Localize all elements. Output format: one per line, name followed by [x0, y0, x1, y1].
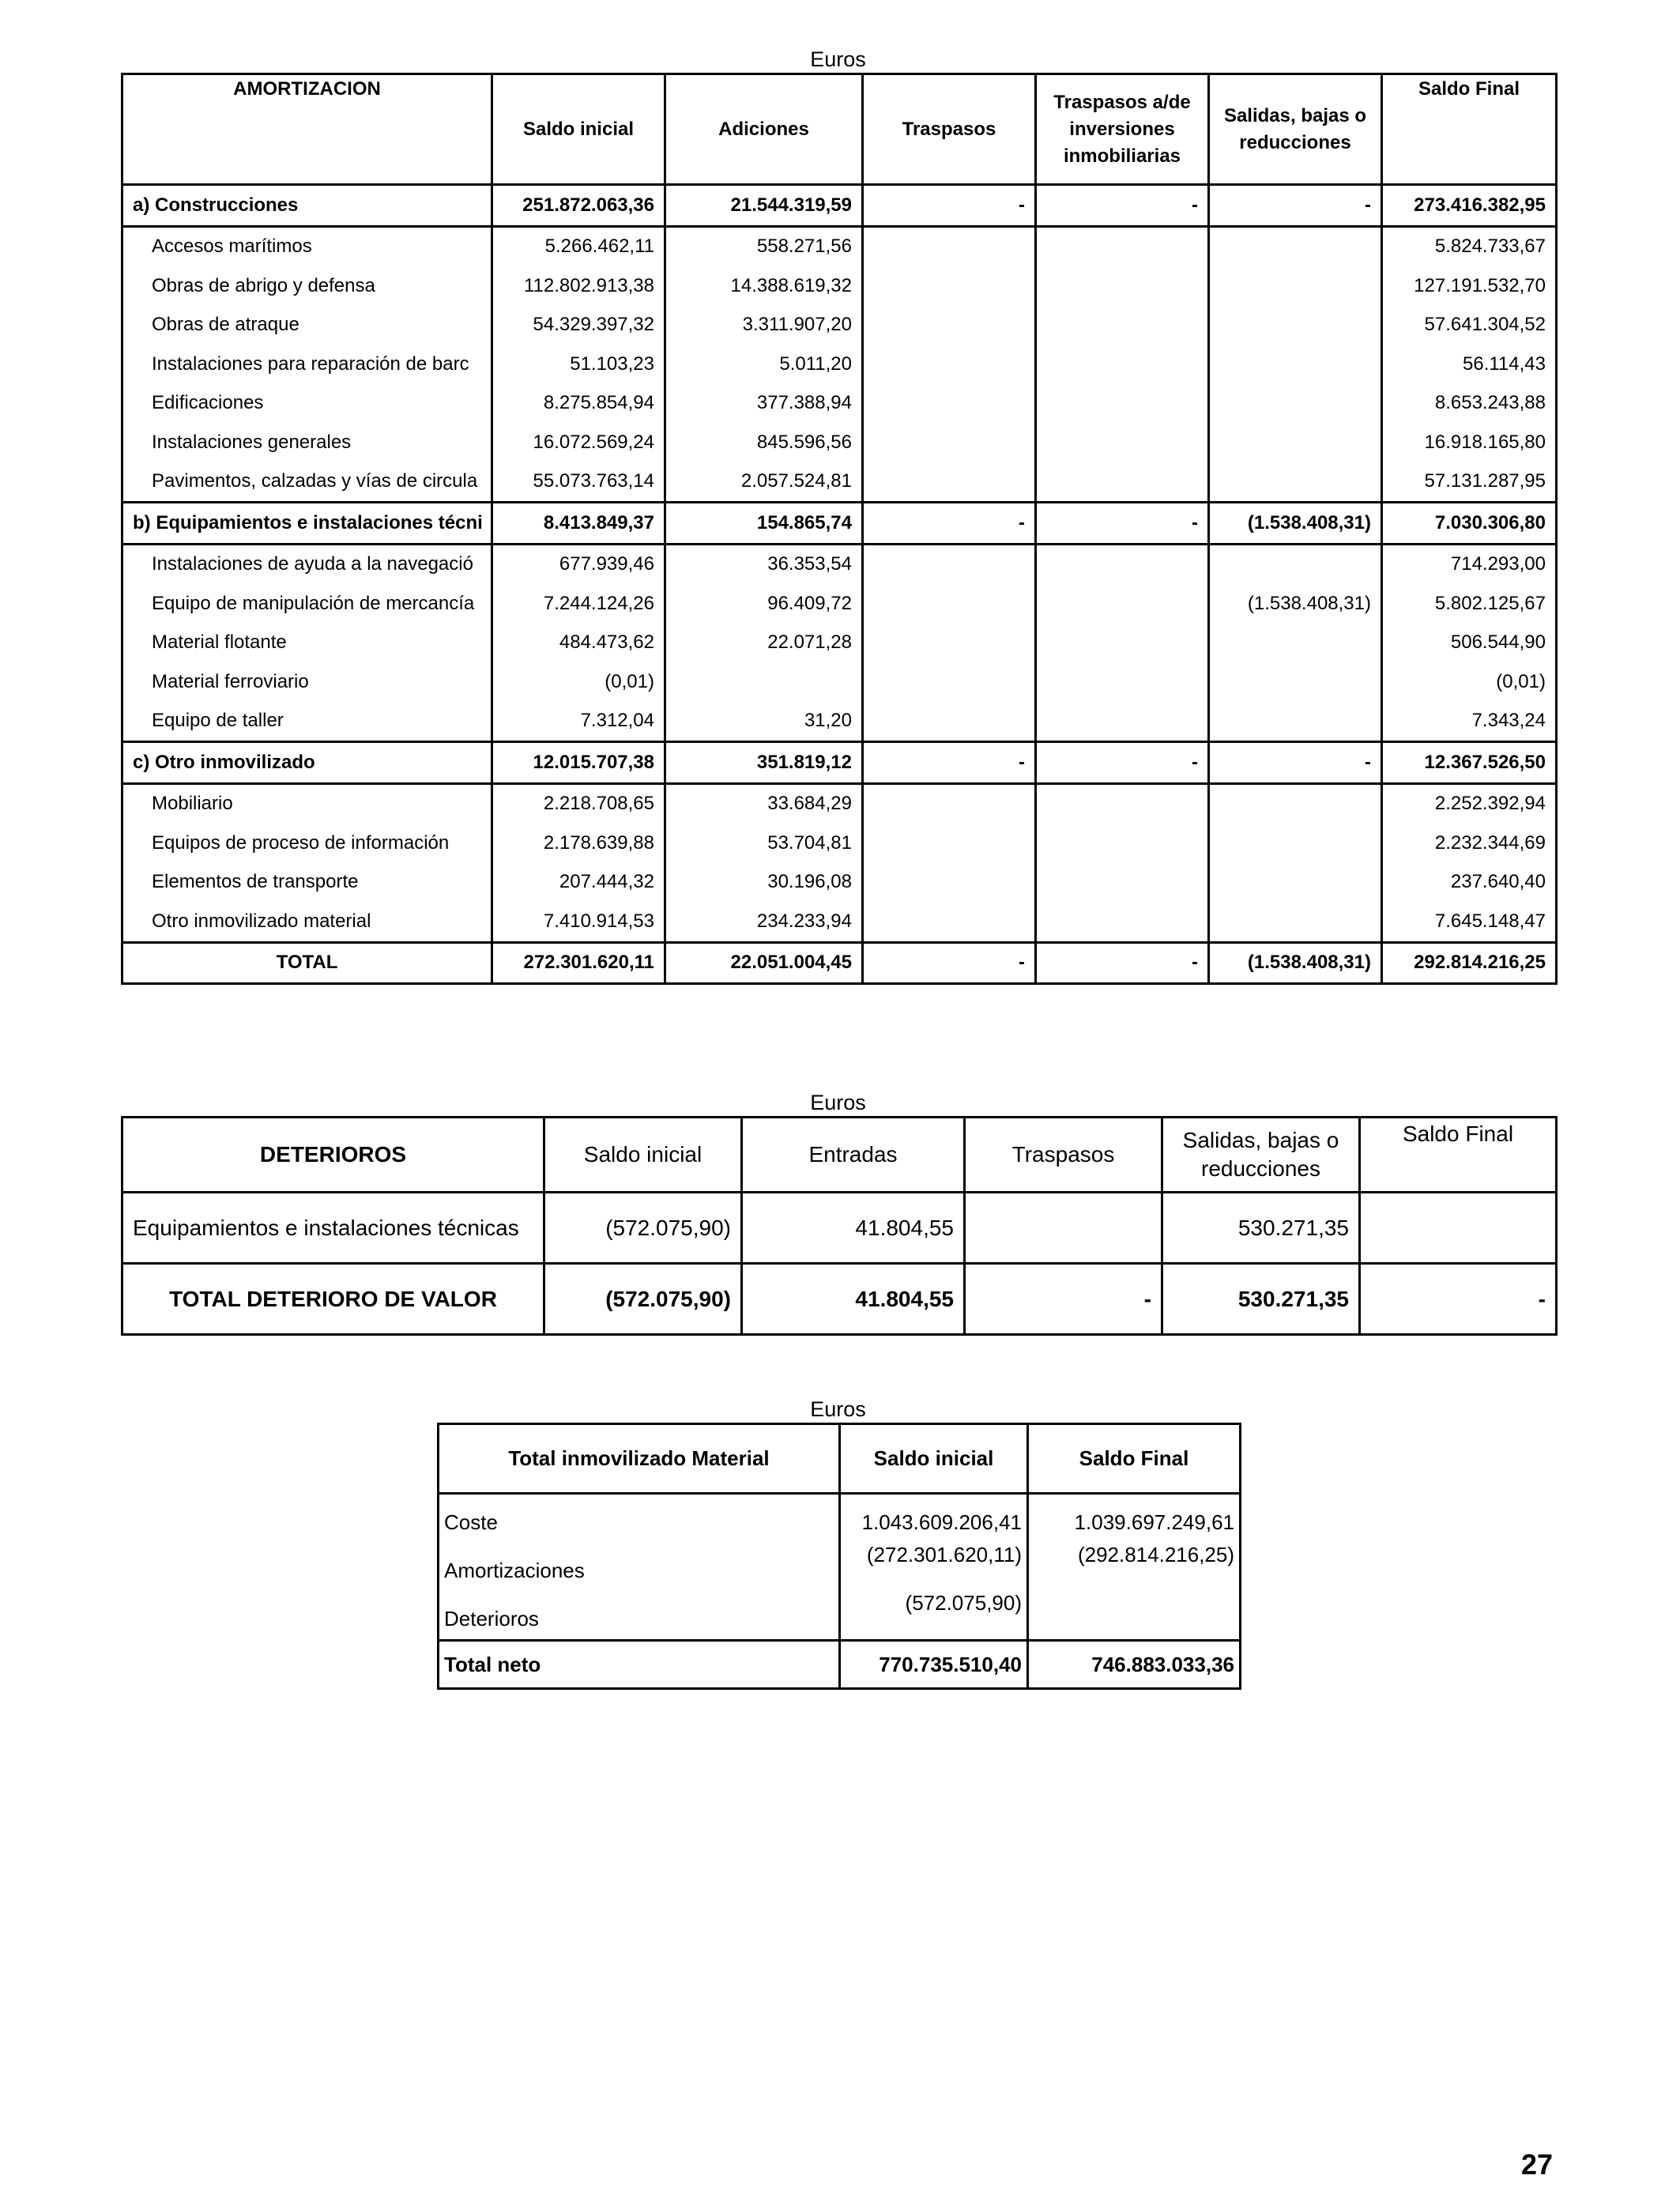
saldo-inicial-cell: 2.178.639,88	[492, 824, 665, 863]
row-label: TOTAL DETERIORO DE VALOR	[122, 1264, 544, 1335]
saldo-inicial-cell: 484.473,62	[492, 624, 665, 663]
entradas-cell: 41.804,55	[742, 1264, 965, 1335]
saldo-inicial-cell: 7.410.914,53	[492, 902, 665, 942]
adiciones-cell: 154.865,74	[665, 503, 863, 545]
row-label: Obras de abrigo y defensa	[122, 266, 492, 306]
traspasos-inversiones-cell	[1036, 584, 1209, 624]
traspasos-inversiones-cell	[1036, 783, 1209, 824]
traspasos-cell: -	[965, 1264, 1162, 1335]
group-row	[122, 185, 1557, 227]
row-label: Mobiliario	[122, 783, 492, 824]
traspasos-cell	[863, 902, 1036, 942]
saldo-inicial-cell: (572.075,90)	[544, 1193, 742, 1264]
saldo-inicial-cell: 7.312,04	[492, 702, 665, 742]
header-saldo-inicial: Saldo inicial	[840, 1424, 1028, 1494]
traspasos-cell: -	[863, 185, 1036, 227]
traspasos-cell	[863, 423, 1036, 462]
header-saldo-final: Saldo Final	[1360, 1118, 1557, 1193]
traspasos-cell	[863, 345, 1036, 384]
adiciones-cell: 2.057.524,81	[665, 462, 863, 503]
adiciones-cell: 558.271,56	[665, 226, 863, 266]
row-label: Edificaciones	[122, 384, 492, 424]
adiciones-cell: 53.704,81	[665, 824, 863, 863]
header-salidas: Salidas, bajas o reducciones	[1209, 74, 1382, 185]
salidas-cell: -	[1209, 742, 1382, 784]
traspasos-cell	[863, 226, 1036, 266]
header-saldo-final: Saldo Final	[1028, 1424, 1241, 1494]
row-label: Accesos marítimos	[122, 226, 492, 266]
row-label-coste: Coste	[444, 1510, 498, 1534]
salidas-cell: 530.271,35	[1162, 1264, 1360, 1335]
traspasos-cell	[863, 624, 1036, 663]
salidas-cell	[1209, 902, 1382, 942]
header-saldo-inicial: Saldo inicial	[544, 1118, 742, 1193]
saldo-final-cell: 714.293,00	[1382, 544, 1557, 584]
row-label: Equipo de manipulación de mercancía	[122, 584, 492, 624]
traspasos-cell	[863, 863, 1036, 903]
saldo-final-cell: -	[1360, 1264, 1557, 1335]
table-row	[122, 1193, 1557, 1264]
table-row	[122, 863, 1557, 903]
saldo-final-cell: 5.802.125,67	[1382, 584, 1557, 624]
row-label: Instalaciones de ayuda a la navegació	[122, 544, 492, 584]
traspasos-cell	[863, 824, 1036, 863]
header-adiciones: Adiciones	[665, 74, 863, 185]
table-row	[122, 345, 1557, 384]
adiciones-cell: 14.388.619,32	[665, 266, 863, 306]
traspasos-cell	[965, 1193, 1162, 1264]
adiciones-cell: 5.011,20	[665, 345, 863, 384]
adiciones-cell: 845.596,56	[665, 423, 863, 462]
amortizaciones-saldo-inicial: (272.301.620,11)	[866, 1543, 1022, 1566]
traspasos-inversiones-cell	[1036, 824, 1209, 863]
row-label: Pavimentos, calzadas y vías de circula	[122, 462, 492, 503]
header-traspasos-inversiones: Traspasos a/de inversiones inmobiliarias	[1036, 74, 1209, 185]
row-label: Otro inmovilizado material	[122, 902, 492, 942]
saldo-inicial-cell: 2.218.708,65	[492, 783, 665, 824]
total-saldo-final: 746.883.033,36	[1028, 1641, 1241, 1689]
amortizacion-header-row	[122, 74, 1557, 185]
row-label: a) Construcciones	[122, 185, 492, 227]
salidas-cell	[1209, 423, 1382, 462]
table-row	[122, 584, 1557, 624]
saldo-final-cell: 2.232.344,69	[1382, 824, 1557, 863]
saldo-inicial-cell: 5.266.462,11	[492, 226, 665, 266]
total-saldo-inicial: 770.735.510,40	[840, 1641, 1028, 1689]
saldo-inicial-cell: 7.244.124,26	[492, 584, 665, 624]
saldo-final-cell: 12.367.526,50	[1382, 742, 1557, 784]
header-amortizacion: AMORTIZACION	[122, 74, 492, 185]
total-label: Total neto	[439, 1641, 840, 1689]
salidas-cell	[1209, 384, 1382, 424]
salidas-cell	[1209, 544, 1382, 584]
salidas-cell	[1209, 662, 1382, 702]
group-row	[122, 742, 1557, 784]
adiciones-cell: 351.819,12	[665, 742, 863, 784]
salidas-cell: (1.538.408,31)	[1209, 584, 1382, 624]
row-label: Equipos de proceso de información	[122, 824, 492, 863]
amortizaciones-saldo-final: (292.814.216,25)	[1077, 1543, 1234, 1566]
table-row	[122, 783, 1557, 824]
traspasos-inversiones-cell: -	[1036, 503, 1209, 545]
traspasos-cell: -	[863, 503, 1036, 545]
traspasos-cell	[863, 783, 1036, 824]
header-saldo-inicial: Saldo inicial	[492, 74, 665, 185]
salidas-cell: (1.538.408,31)	[1209, 503, 1382, 545]
header-entradas: Entradas	[742, 1118, 965, 1193]
saldo-inicial-cell: 207.444,32	[492, 863, 665, 903]
table-row	[122, 624, 1557, 663]
table-row	[122, 662, 1557, 702]
adiciones-cell: 22.071,28	[665, 624, 863, 663]
traspasos-inversiones-cell	[1036, 863, 1209, 903]
saldo-inicial-cell: 677.939,46	[492, 544, 665, 584]
header-deterioros: DETERIOROS	[122, 1118, 544, 1193]
traspasos-inversiones-cell	[1036, 702, 1209, 742]
table-row	[122, 384, 1557, 424]
saldo-final-cell: 8.653.243,88	[1382, 384, 1557, 424]
row-label: Material ferroviario	[122, 662, 492, 702]
coste-saldo-inicial: 1.043.609.206,41	[861, 1510, 1022, 1534]
table-row	[122, 824, 1557, 863]
saldo-final-cell: 273.416.382,95	[1382, 185, 1557, 227]
deterioros-table	[121, 1116, 1558, 1336]
total-inmovilizado-caption: Euros	[810, 1397, 866, 1421]
total-inmovilizado-header-row	[439, 1424, 1241, 1494]
entradas-cell: 41.804,55	[742, 1193, 965, 1264]
row-label-amortizaciones: Amortizaciones	[444, 1559, 585, 1582]
row-label: Equipo de taller	[122, 702, 492, 742]
header-saldo-final: Saldo Final	[1382, 74, 1557, 185]
salidas-cell: (1.538.408,31)	[1209, 942, 1382, 984]
row-label: Obras de atraque	[122, 306, 492, 345]
traspasos-inversiones-cell	[1036, 226, 1209, 266]
row-label: Material flotante	[122, 624, 492, 663]
concept-column	[439, 1494, 840, 1641]
traspasos-cell	[863, 384, 1036, 424]
salidas-cell	[1209, 266, 1382, 306]
adiciones-cell: 377.388,94	[665, 384, 863, 424]
traspasos-inversiones-cell	[1036, 544, 1209, 584]
table-row	[122, 702, 1557, 742]
amortizacion-body	[122, 185, 1557, 984]
traspasos-cell: -	[863, 942, 1036, 984]
row-label: Elementos de transporte	[122, 863, 492, 903]
saldo-final-cell: 506.544,90	[1382, 624, 1557, 663]
traspasos-inversiones-cell	[1036, 266, 1209, 306]
row-label-deterioros: Deterioros	[444, 1607, 539, 1630]
adiciones-cell: 31,20	[665, 702, 863, 742]
salidas-cell	[1209, 783, 1382, 824]
salidas-cell	[1209, 863, 1382, 903]
total-row	[439, 1641, 1241, 1689]
salidas-cell	[1209, 345, 1382, 384]
saldo-inicial-cell: 8.413.849,37	[492, 503, 665, 545]
salidas-cell	[1209, 702, 1382, 742]
adiciones-cell: 33.684,29	[665, 783, 863, 824]
total-inmovilizado-table	[437, 1423, 1241, 1690]
traspasos-inversiones-cell: -	[1036, 185, 1209, 227]
salidas-cell	[1209, 624, 1382, 663]
traspasos-cell: -	[863, 742, 1036, 784]
saldo-final-cell: 237.640,40	[1382, 863, 1557, 903]
traspasos-inversiones-cell	[1036, 345, 1209, 384]
table-row	[122, 462, 1557, 503]
saldo-inicial-cell: 8.275.854,94	[492, 384, 665, 424]
row-label: Instalaciones para reparación de barc	[122, 345, 492, 384]
table-row	[122, 226, 1557, 266]
traspasos-cell	[863, 544, 1036, 584]
deterioros-caption: Euros	[810, 1091, 866, 1114]
group-row	[122, 503, 1557, 545]
saldo-inicial-cell: 272.301.620,11	[492, 942, 665, 984]
saldo-inicial-cell: 55.073.763,14	[492, 462, 665, 503]
table-row	[122, 266, 1557, 306]
saldo-final-cell: 7.645.148,47	[1382, 902, 1557, 942]
table-row	[439, 1494, 1241, 1641]
table-row	[122, 902, 1557, 942]
traspasos-inversiones-cell	[1036, 902, 1209, 942]
saldo-inicial-cell: (0,01)	[492, 662, 665, 702]
saldo-final-cell: 57.641.304,52	[1382, 306, 1557, 345]
traspasos-cell	[863, 462, 1036, 503]
row-label: b) Equipamientos e instalaciones técni	[122, 503, 492, 545]
total-row	[122, 1264, 1557, 1335]
traspasos-cell	[863, 584, 1036, 624]
saldo-inicial-cell: 12.015.707,38	[492, 742, 665, 784]
salidas-cell	[1209, 226, 1382, 266]
saldo-final-cell: 2.252.392,94	[1382, 783, 1557, 824]
traspasos-inversiones-cell	[1036, 662, 1209, 702]
header-traspasos: Traspasos	[863, 74, 1036, 185]
amortizacion-caption: Euros	[810, 47, 866, 71]
table-row	[122, 544, 1557, 584]
traspasos-cell	[863, 306, 1036, 345]
salidas-cell	[1209, 824, 1382, 863]
traspasos-inversiones-cell	[1036, 384, 1209, 424]
header-salidas: Salidas, bajas o reducciones	[1162, 1118, 1360, 1193]
traspasos-inversiones-cell	[1036, 423, 1209, 462]
traspasos-inversiones-cell	[1036, 624, 1209, 663]
saldo-final-cell: 7.030.306,80	[1382, 503, 1557, 545]
deterioros-saldo-inicial: (572.075,90)	[905, 1591, 1022, 1615]
salidas-cell: 530.271,35	[1162, 1193, 1360, 1264]
saldo-inicial-cell: 251.872.063,36	[492, 185, 665, 227]
traspasos-inversiones-cell: -	[1036, 942, 1209, 984]
saldo-final-cell: (0,01)	[1382, 662, 1557, 702]
saldo-final-cell: 57.131.287,95	[1382, 462, 1557, 503]
table-row	[122, 423, 1557, 462]
coste-saldo-final: 1.039.697.249,61	[1074, 1510, 1234, 1534]
saldo-final-column	[1028, 1494, 1241, 1641]
amortizacion-table	[121, 73, 1558, 985]
traspasos-cell	[863, 266, 1036, 306]
saldo-inicial-cell: 16.072.569,24	[492, 423, 665, 462]
adiciones-cell: 22.051.004,45	[665, 942, 863, 984]
saldo-inicial-cell: (572.075,90)	[544, 1264, 742, 1335]
salidas-cell	[1209, 306, 1382, 345]
adiciones-cell: 36.353,54	[665, 544, 863, 584]
salidas-cell	[1209, 462, 1382, 503]
saldo-final-cell	[1360, 1193, 1557, 1264]
saldo-final-cell: 127.191.532,70	[1382, 266, 1557, 306]
page-number: 27	[1521, 2148, 1554, 2181]
deterioros-body	[122, 1193, 1557, 1335]
deterioros-header-row	[122, 1118, 1557, 1193]
row-label: c) Otro inmovilizado	[122, 742, 492, 784]
row-label: Instalaciones generales	[122, 423, 492, 462]
saldo-inicial-cell: 54.329.397,32	[492, 306, 665, 345]
saldo-final-cell: 16.918.165,80	[1382, 423, 1557, 462]
traspasos-inversiones-cell	[1036, 306, 1209, 345]
header-traspasos: Traspasos	[965, 1118, 1162, 1193]
header-total-inmovilizado: Total inmovilizado Material	[439, 1424, 840, 1494]
traspasos-inversiones-cell	[1036, 462, 1209, 503]
adiciones-cell: 21.544.319,59	[665, 185, 863, 227]
total-row	[122, 942, 1557, 984]
row-label: Equipamientos e instalaciones técnicas	[122, 1193, 544, 1264]
traspasos-cell	[863, 662, 1036, 702]
adiciones-cell	[665, 662, 863, 702]
saldo-final-cell: 292.814.216,25	[1382, 942, 1557, 984]
adiciones-cell: 234.233,94	[665, 902, 863, 942]
adiciones-cell: 3.311.907,20	[665, 306, 863, 345]
saldo-inicial-cell: 112.802.913,38	[492, 266, 665, 306]
adiciones-cell: 96.409,72	[665, 584, 863, 624]
traspasos-inversiones-cell: -	[1036, 742, 1209, 784]
adiciones-cell: 30.196,08	[665, 863, 863, 903]
saldo-inicial-column	[840, 1494, 1028, 1641]
saldo-final-cell: 56.114,43	[1382, 345, 1557, 384]
traspasos-cell	[863, 702, 1036, 742]
saldo-final-cell: 7.343,24	[1382, 702, 1557, 742]
table-row	[122, 306, 1557, 345]
saldo-inicial-cell: 51.103,23	[492, 345, 665, 384]
row-label: TOTAL	[122, 942, 492, 984]
saldo-final-cell: 5.824.733,67	[1382, 226, 1557, 266]
salidas-cell: -	[1209, 185, 1382, 227]
